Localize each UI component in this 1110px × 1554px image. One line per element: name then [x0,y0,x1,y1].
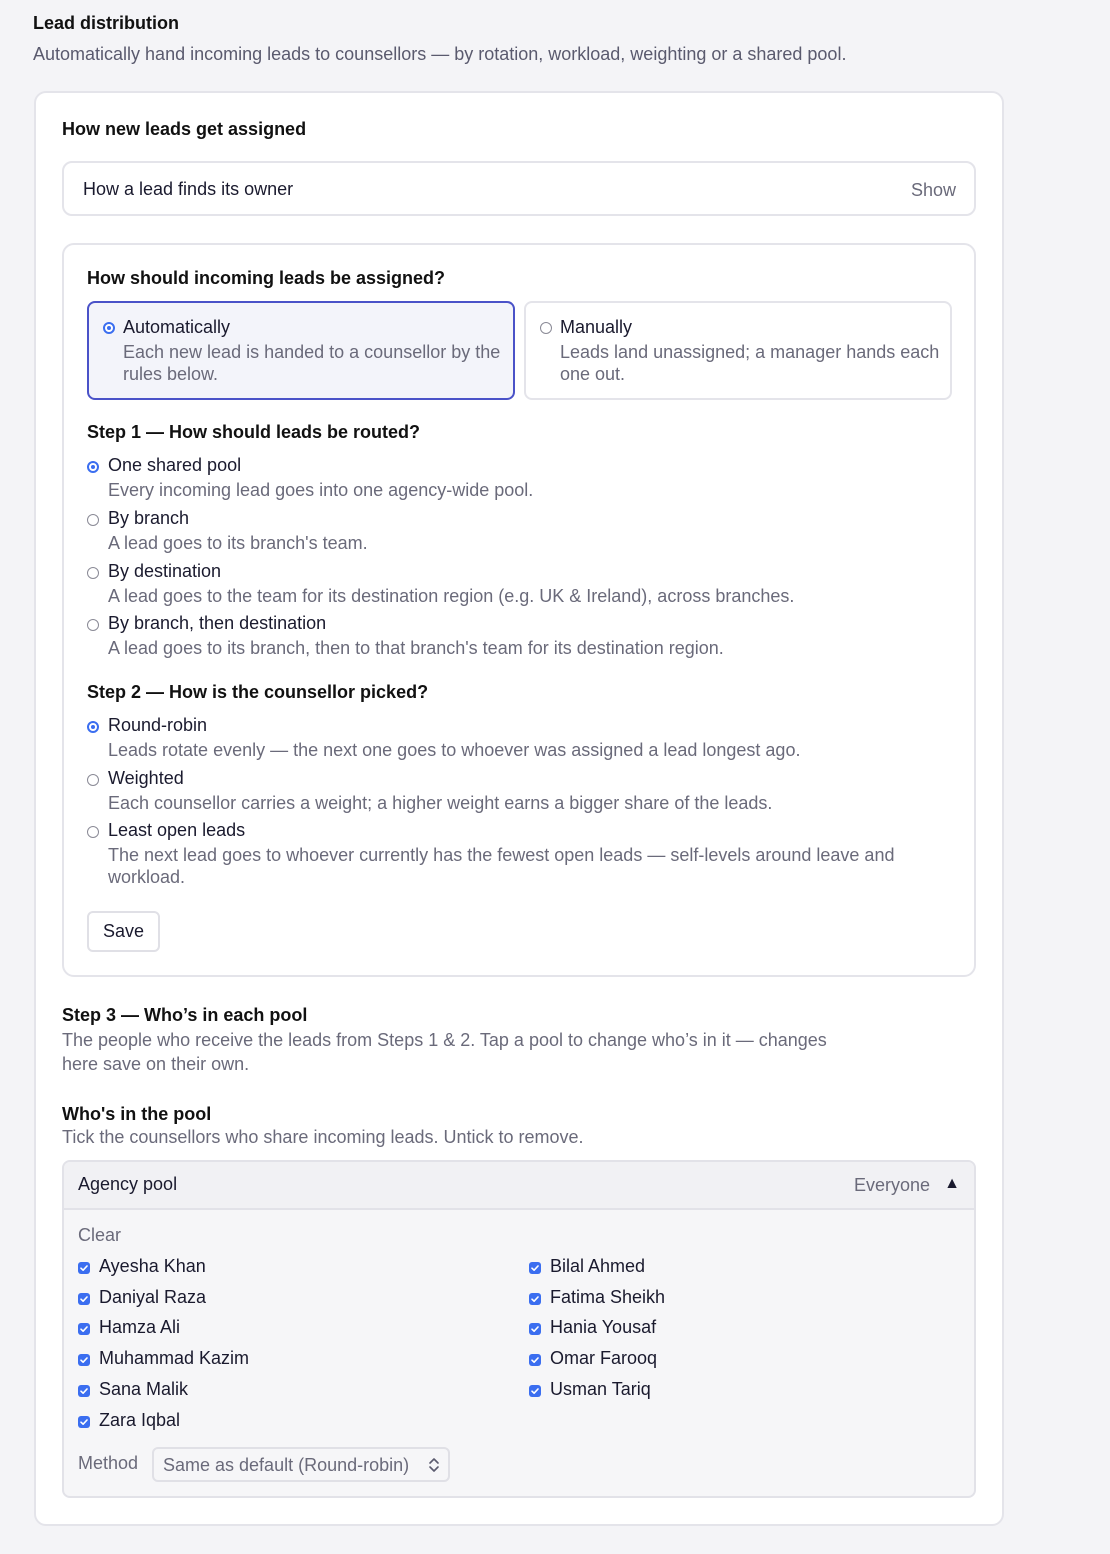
picker-option-desc: Leads rotate evenly — the next one goes to whoever was assigned a lead longest ago. [108,740,801,760]
radio-selected-icon [87,721,99,733]
pool-member-name: Hania Yousaf [550,1317,657,1337]
step3-title: Step 3 — Who’s in each pool [62,1005,308,1025]
routing-option-desc: A lead goes to its branch's team. [108,533,368,553]
assign-section-title: How new leads get assigned [62,119,307,139]
mode-option-title: Automatically [123,317,231,337]
routing-option-title: One shared pool [108,455,242,475]
caret-up-icon: ▲ [944,1175,960,1192]
page-title: Lead distribution [33,13,179,33]
pool-member-name: Ayesha Khan [99,1256,206,1276]
step2-question: Step 2 — How is the counsellor picked? [87,682,429,702]
checkbox-checked-icon [78,1385,90,1397]
picker-option-desc: Each counsellor carries a weight; a higher weight earns a bigger share of the leads. [108,793,773,813]
picker-option-title: Round-robin [108,715,208,735]
clear-selection-link[interactable]: Clear [78,1225,122,1245]
pool-member-name: Omar Farooq [550,1348,658,1368]
mode-option-desc: Each new lead is handed to a counsellor by the rules below. [123,342,501,384]
pool-member-name: Daniyal Raza [99,1287,207,1307]
checkbox-checked-icon [78,1323,90,1335]
checkbox-checked-icon [78,1354,90,1366]
agency-pool-panel [62,1160,976,1498]
picker-option-desc: The next lead goes to whoever currently has the fewest open leads — self-levels around leave and workload. [108,845,895,887]
routing-option-desc: A lead goes to its branch, then to that branch's team for its destination region. [108,638,724,658]
checkbox-checked-icon [78,1262,90,1274]
pool-member-name: Hamza Ali [99,1317,181,1337]
pool-name: Agency pool [78,1174,178,1194]
routing-option-title: By branch [108,508,190,528]
routing-option-desc: Every incoming lead goes into one agency-wide pool. [108,480,534,500]
pool-section-title: Who's in the pool [62,1104,212,1124]
explainer-show-toggle[interactable]: Show [910,180,956,200]
mode-option-manual[interactable] [524,301,952,400]
radio-selected-icon [87,461,99,473]
radio-unselected-icon [87,774,99,786]
pool-member-name: Usman Tariq [550,1379,651,1399]
routing-option-desc: A lead goes to the team for its destination region (e.g. UK & Ireland), across branches. [108,586,795,606]
routing-option-title: By branch, then destination [108,613,327,633]
method-select[interactable] [152,1447,450,1482]
pool-member-name: Bilal Ahmed [550,1256,646,1276]
pool-section-desc: Tick the counsellors who share incoming leads. Untick to remove. [62,1127,584,1147]
checkbox-checked-icon [78,1293,90,1305]
checkbox-checked-icon [529,1293,541,1305]
radio-selected-icon [103,322,115,334]
routing-option-title: By destination [108,561,222,581]
picker-option-title: Least open leads [108,820,246,840]
radio-unselected-icon [87,826,99,838]
radio-unselected-icon [87,514,99,526]
picker-option-title: Weighted [108,768,184,788]
checkbox-checked-icon [529,1323,541,1335]
checkbox-checked-icon [78,1416,90,1428]
pool-member-name: Zara Iqbal [99,1410,181,1430]
mode-option-automatic[interactable] [87,301,515,400]
pool-scope: Everyone [853,1175,930,1195]
method-select-value: Same as default (Round-robin) [163,1455,410,1475]
checkbox-checked-icon [529,1354,541,1366]
mode-option-title: Manually [560,317,633,337]
page-subtitle: Automatically hand incoming leads to counsellors — by rotation, workload, weighting or a shared pool. [33,44,847,64]
pool-member-name: Muhammad Kazim [99,1348,250,1368]
step1-question: Step 1 — How should leads be routed? [87,422,421,442]
radio-unselected-icon [87,567,99,579]
checkbox-checked-icon [529,1385,541,1397]
pool-member-name: Sana Malik [99,1379,189,1399]
mode-question: How should incoming leads be assigned? [87,268,446,288]
pool-member-name: Fatima Sheikh [550,1287,666,1307]
select-chevron-icon [428,1456,440,1479]
method-label: Method [78,1453,139,1473]
radio-unselected-icon [540,322,552,334]
pool-header-toggle[interactable] [64,1162,974,1210]
mode-option-desc: Leads land unassigned; a manager hands each one out. [560,342,940,384]
save-button[interactable]: Save [87,911,160,952]
radio-unselected-icon [87,619,99,631]
checkbox-checked-icon [529,1262,541,1274]
explainer-collapsible[interactable] [62,161,976,216]
step3-desc: The people who receive the leads from Steps 1 & 2. Tap a pool to change who’s in it — changes here save on their own. [62,1030,827,1074]
explainer-label: How a lead finds its owner [83,179,294,199]
